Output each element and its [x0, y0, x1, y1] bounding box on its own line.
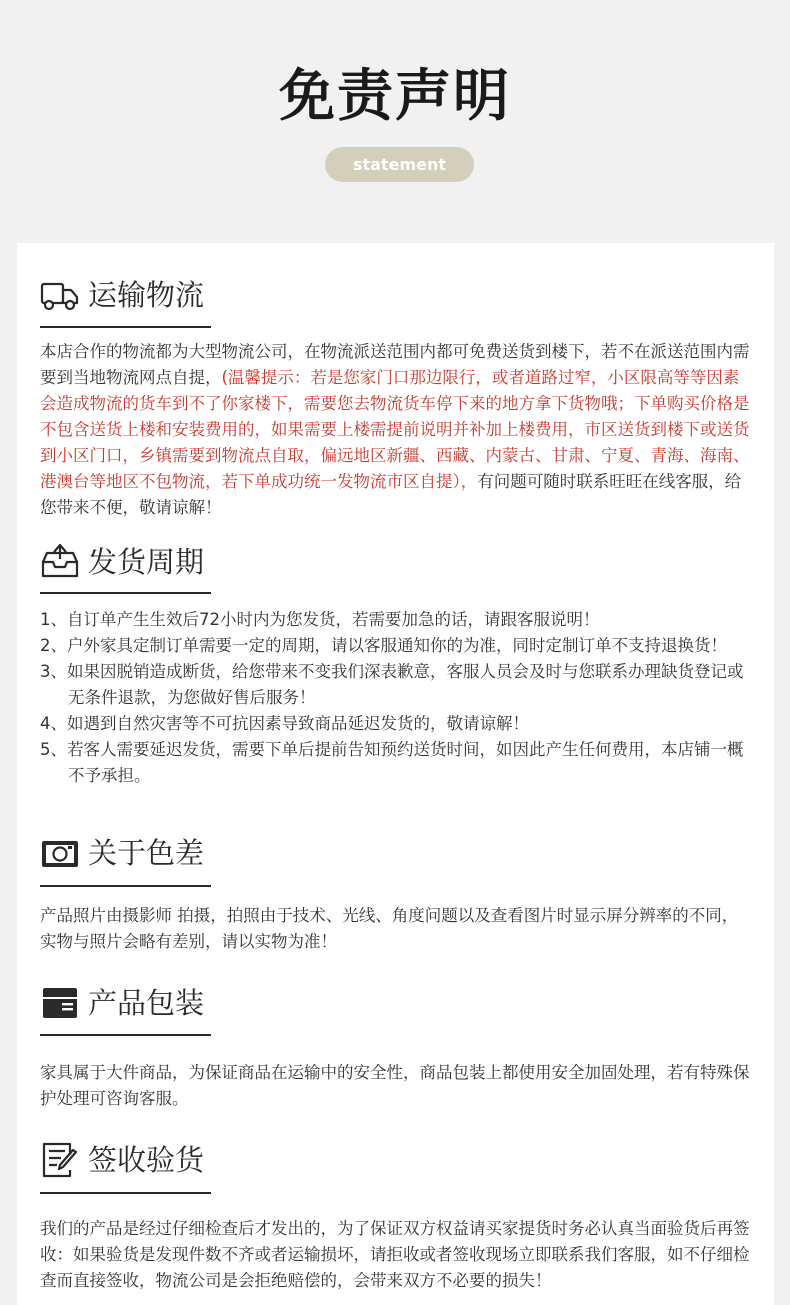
logistics-text-intro: 本店合作的物流都为大型物流公司，在物流派送范围内都可免费送货到楼下，若不在派送范围内需要到当地物流网点自提，	[40, 342, 750, 387]
section-logistics-title: 运输物流	[88, 278, 205, 312]
package-icon	[40, 983, 80, 1023]
section-inspection-divider	[40, 1192, 211, 1194]
section-packaging-text: 家具属于大件商品，为保证商品在运输中的安全性，商品包装上都使用安全加固处理，若有特殊保护处理可咨询客服。	[40, 1063, 750, 1108]
section-logistics-divider	[40, 326, 211, 328]
list-item: 1、自订单产生生效后72小时内为您发货，若需要加急的话，请跟客服说明！	[40, 610, 600, 629]
section-inspection-title: 签收验货	[88, 1143, 205, 1177]
section-inspection-heading	[40, 1135, 204, 1185]
list-item: 3、如果因脱销造成断货，给您带来不变我们深表歉意，客服人员会及时与您联系办理缺货登记或无条件退款，为您做好售后服务！	[40, 662, 744, 707]
page-header	[0, 0, 790, 243]
section-shipping-heading	[40, 537, 204, 587]
section-color-title: 关于色差	[88, 836, 205, 870]
section-packaging-divider	[40, 1034, 211, 1036]
section-logistics-heading	[40, 270, 204, 320]
section-packaging-title: 产品包装	[88, 986, 205, 1020]
section-logistics-text	[40, 339, 752, 521]
camera-icon	[40, 833, 80, 873]
section-inspection-text: 我们的产品是经过仔细检查后才发出的，为了保证双方权益请买家提货时务必认真当面验货后再签收：如果验货是发现件数不齐或者运输损坏，请拒收或者签收现场立即联系我们客服，如不仔细检查而直接签收，物流公司是会拒绝赔偿的，会带来双方不必要的损失！	[40, 1219, 750, 1290]
shipping-list	[40, 607, 754, 789]
section-shipping-title: 发货周期	[88, 545, 205, 579]
section-color-text: 产品照片由摄影师 拍摄，拍照由于技术、光线、角度问题以及查看图片时显示屏分辨率的不同，实物与照片会略有差别，请以实物为准！	[40, 906, 739, 951]
section-color-heading	[40, 828, 204, 878]
logistics-text-outro: 有问题可随时联系旺旺在线客服，给您带来不便，敬请谅解！	[40, 472, 742, 517]
section-color-divider	[40, 885, 211, 887]
sign-document-icon	[40, 1140, 80, 1180]
list-item: 5、若客人需要延迟发货，需要下单后提前告知预约送货时间，如因此产生任何费用，本店铺一概不予承担。	[40, 740, 744, 785]
box-icon	[40, 542, 80, 582]
list-item: 4、如遇到自然灾害等不可抗因素导致商品延迟发货的，敬请谅解！	[40, 714, 529, 733]
logistics-warm-tip: (温馨提示：若是您家门口那边限行，或者道路过窄，小区限高等等因素会造成物流的货车到不了你家楼下，需要您去物流货车停下来的地方拿下货物哦；下单购买价格是不包含送货上楼和安装费用的，如果需要上楼需提前说明并补加上楼费用，市区送货到楼下或送货到小区门口，乡镇需要到物流点自取，偏远地区新疆、西藏、内蒙古、甘肃、宁夏、青海、海南、港澳台等地区不包物流，若下单成功统一发物流市区自提），	[40, 368, 750, 491]
list-item: 2、户外家具定制订单需要一定的周期，请以客服通知你的为准，同时定制订单不支持退换货！	[40, 636, 727, 655]
section-shipping-divider	[40, 592, 211, 594]
statement-badge: statement	[325, 147, 474, 182]
page-title: 免责声明	[279, 64, 511, 129]
section-packaging-heading	[40, 978, 204, 1028]
truck-icon	[40, 275, 80, 315]
disclaimer-card	[17, 243, 774, 1305]
